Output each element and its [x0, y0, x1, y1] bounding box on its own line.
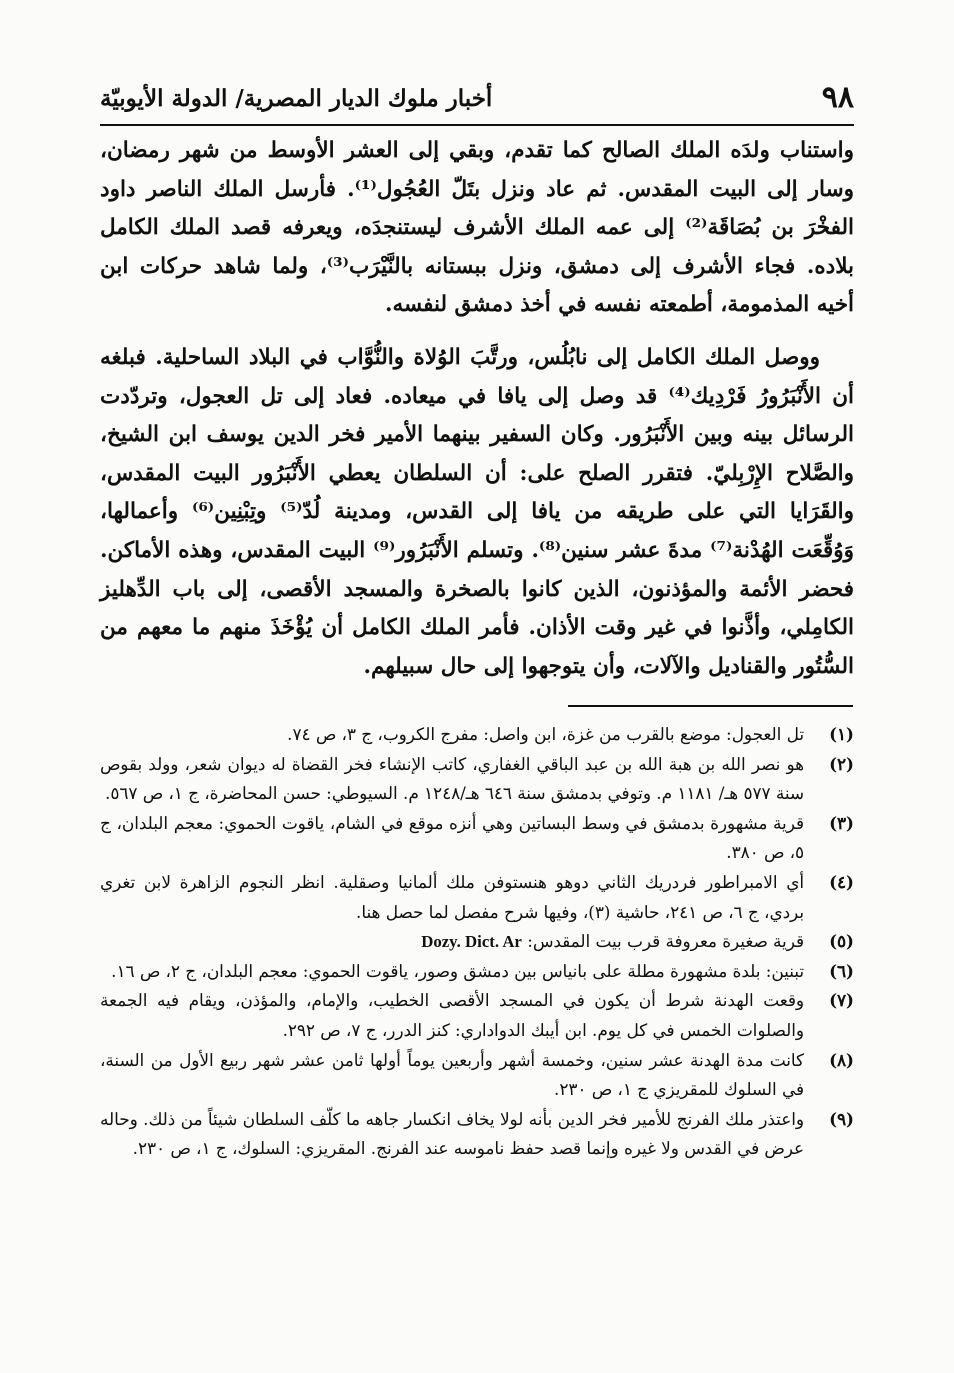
footnote-latin-reference: Dozy. Dict. Ar	[421, 932, 522, 952]
page-header	[100, 80, 854, 124]
footnote	[100, 809, 854, 868]
paragraph: ووصل الملك الكامل إلى نابُلُس، ورتَّبَ الوُلاة والنُّوَّاب في البلاد الساحلية. فبلغه أن الأَنْبَرُورُ فَرْدِيك⁽⁴⁾ قد وصل إلى يافا في ميعاده. فعاد إلى تل العجول، وتردّدت الرسائل بينه وبين الأَنْبَرُور. وكان السفير بينهما الأمير فخر الدين يوسف ابن الشيخ، والصَّلاح الإِرْبِليّ. فتقرر الصلح على: أن السلطان يعطي الأَنْبَرُور البيت المقدس، والقَرَايا التي على طريقه من يافا إلى القدس، ومدينة لُدّ⁽⁵⁾ وتِبْنِين⁽⁶⁾ وأعمالها، وَوُقِّعَت الهُدْنة⁽⁷⁾ مدةَ عشر سنين⁽⁸⁾. وتسلم الأَنْبَرُور⁽⁹⁾ البيت المقدس، وهذه الأماكن. فحضر الأئمة والمؤذنون، الذين كانوا بالصخرة والمسجد الأقصى، إلى باب الدِّهليز الكامِلي، وأذَّنوا في غير وقت الأذان. فأمر الملك الكامل أن يُؤْخَذَ منهم ما معهم من السُّتُور والقناديل والآلات، وأن يتوجهوا إلى حال سبيلهم.	[100, 344, 854, 679]
footnote-number: (٢)	[829, 753, 854, 774]
footnote-text	[100, 927, 804, 957]
footnote-text: كانت مدة الهدنة عشر سنين، وخمسة أشهر وأربعين يوماً أولها ثامن عشر شهر ربيع الأول من السنة، في السلوك للمقريزي ج ١، ص ٢٣٠.	[100, 1049, 804, 1100]
footnote	[100, 986, 854, 1045]
footnote	[100, 750, 854, 809]
footnote-text: واعتذر ملك الفرنج للأمير فخر الدين بأنه لولا يخاف انكسار جاهه ما كلّف السلطان شيئاً من ذلك. وحاله عرض في القدس ولا غيره وإنما قصد حفظ ناموسه عند الفرنج. المقريزي: السلوك، ج ١، ص ٢٣٠.	[100, 1108, 804, 1159]
running-title: أخبار ملوك الديار المصرية/ الدولة الأيوبيّة	[100, 85, 493, 112]
footnote	[100, 1105, 854, 1164]
footnote	[100, 927, 854, 957]
main-text	[100, 132, 854, 686]
footnote-number: (٦)	[829, 960, 854, 981]
header-divider	[100, 124, 854, 126]
footnote-text: وقعت الهدنة شرط أن يكون في المسجد الأقصى الخطيب، والإمام، والمؤذن، ويقام فيه الجمعة والصلوات الخمس في كل يوم. ابن أيبك الدواداري: كنز الدرر، ج ٧، ص ٢٩٢.	[100, 990, 804, 1040]
footnote-arabic: قرية صغيرة معروفة قرب بيت المقدس:	[527, 931, 804, 952]
footnote	[100, 1046, 854, 1105]
footnote-number: (٥)	[829, 931, 854, 952]
footnote-number: (٧)	[829, 990, 854, 1011]
footnote-number: (٣)	[829, 812, 854, 833]
footnote	[100, 957, 854, 987]
footnote-number: (٨)	[829, 1049, 854, 1070]
footnote-number: (١)	[829, 724, 854, 744]
footnote-divider	[568, 705, 853, 707]
footnote	[100, 868, 854, 927]
footnote-number: (٩)	[829, 1108, 854, 1129]
paragraph: واستناب ولدَه الملك الصالح كما تقدم، وبقي إلى العشر الأوسط من شهر رمضان، وسار إلى البيت المقدس. ثم عاد ونزل بتَلّ العُجُول⁽¹⁾. فأرسل الملك الناصر داود الفخْرَ بن بُصَاقَة⁽²⁾ إلى عمه الملك الأشرف ليستنجدَه، ويعرفه قصد الملك الكامل بلاده. فجاء الأشرف إلى دمشق، ونزل ببستانه بالنَّيْرَب⁽³⁾، ولما شاهد حركات ابن أخيه المذمومة، أطمعته نفسه في أخذ دمشق لنفسه.	[100, 138, 855, 318]
footnote-text: هو نصر الله بن هبة الله بن عبد الباقي الغفاري، كاتب الإنشاء فخر القضاة له ديوان شعر، وولد بقوص سنة ٥٧٧ هـ/ ١١٨١ م. وتوفي بدمشق سنة ٦٤٦ هـ/١٢٤٨ م. السيوطي: حسن المحاضرة، ج ١، ص ٥٦٧.	[100, 753, 804, 804]
footnote-text: أي الامبراطور فردريك الثاني دوهو هنستوفن ملك ألمانيا وصقلية. انظر النجوم الزاهرة لابن تغري بردي، ج ٦، ص ٢٤١، حاشية (٣)، وفيها شرح مفصل لما حصل هنا.	[100, 871, 804, 922]
page-number: ٩٨	[821, 80, 854, 115]
footnotes	[100, 720, 854, 1164]
footnote-text: تل العجول: موضع بالقرب من غزة، ابن واصل: مفرج الكروب، ج ٣، ص ٧٤.	[287, 724, 804, 744]
footnote	[100, 720, 854, 750]
footnote-text: تبنين: بلدة مشهورة مطلة على بانياس بين دمشق وصور، ياقوت الحموي: معجم البلدان، ج ٢، ص ١٦.	[111, 960, 804, 981]
footnote-number: (٤)	[829, 871, 854, 892]
footnote-text: قرية مشهورة بدمشق في وسط البساتين وهي أنزه موقع في الشام، ياقوت الحموي: معجم البلدان، ج ٥، ص ٣٨٠.	[100, 812, 804, 863]
